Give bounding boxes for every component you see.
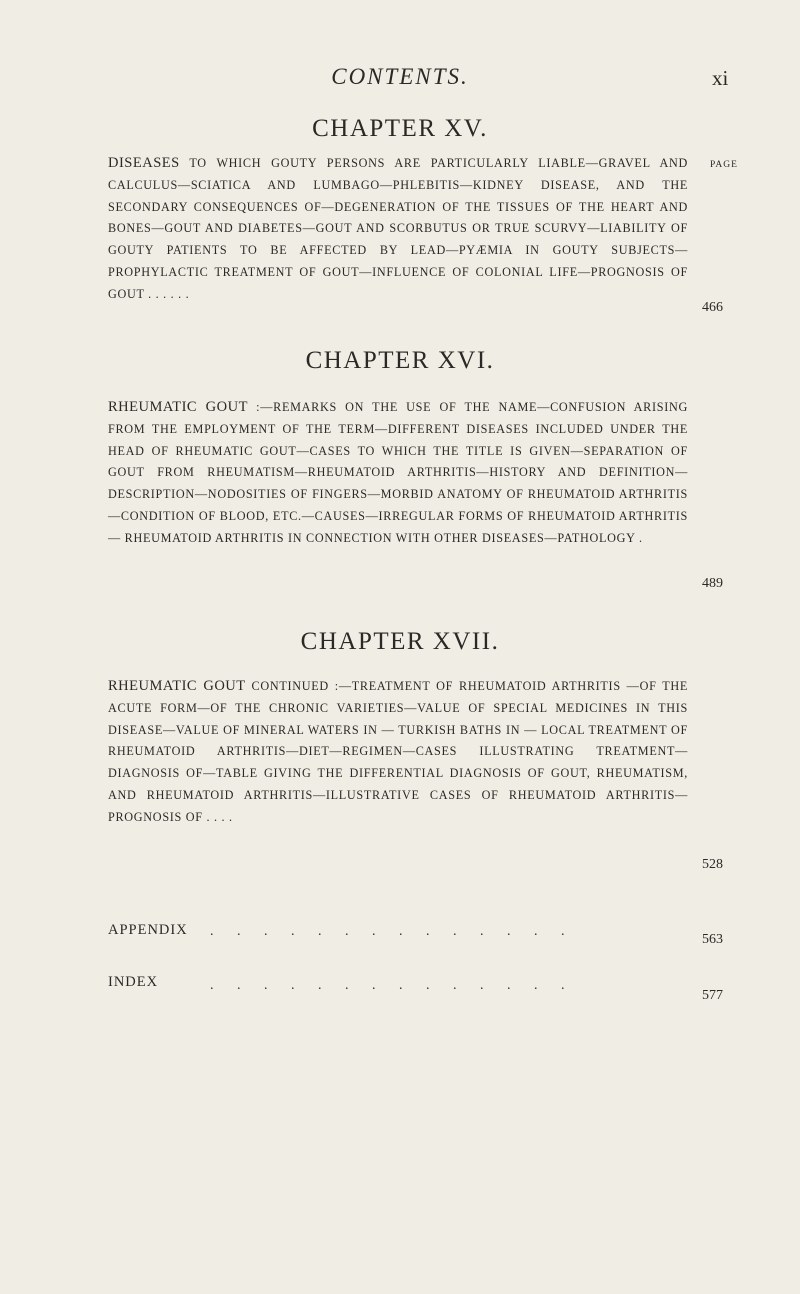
chapter-15-heading: CHAPTER XV. bbox=[312, 115, 488, 142]
chapter-15-lead: DISEASES bbox=[108, 155, 180, 171]
chapter-17-page: 528 bbox=[702, 857, 723, 872]
appendix-label: APPENDIX bbox=[108, 922, 188, 938]
index-label: INDEX bbox=[108, 974, 159, 990]
chapter-16-heading: CHAPTER XVI. bbox=[305, 347, 495, 374]
page-folio: xi bbox=[712, 66, 729, 90]
chapter-17-heading: CHAPTER XVII. bbox=[300, 628, 500, 655]
chapter-17-lead: RHEUMATIC GOUT bbox=[108, 678, 246, 694]
appendix-leader: . . . . . . . . . . . . . . bbox=[210, 924, 575, 939]
running-title: CONTENTS. bbox=[331, 64, 469, 89]
index-leader: . . . . . . . . . . . . . . bbox=[210, 978, 575, 993]
chapter-16-page: 489 bbox=[702, 576, 723, 591]
chapter-15-summary bbox=[108, 153, 688, 306]
appendix-page: 563 bbox=[702, 932, 723, 947]
chapter-17-text: CONTINUED :—TREATMENT OF RHEUMATOID ARTHRITIS —OF THE ACUTE FORM—OF THE CHRONIC VARIETIES—VALUE OF SPECIAL MEDICINES IN THIS DISEASE—VALUE OF MINERAL WATERS IN — TURKISH BATHS IN — LOCAL TREATMENT OF RHEUMATOID ARTHRITIS—DIET—REGIMEN—CASES ILLUSTRATING TREATMENT—DIAGNOSIS OF—TABLE GIVING THE DIFFERENTIAL DIAGNOSIS OF GOUT, RHEUMATISM, AND RHEUMATOID ARTHRITIS—ILLUSTRATIVE CASES OF RHEUMATOID ARTHRITIS—PROGNOSIS OF . . . . bbox=[108, 679, 688, 824]
chapter-15-page: 466 bbox=[702, 300, 723, 315]
chapter-16-text: :—REMARKS ON THE USE OF THE NAME—CONFUSION ARISING FROM THE EMPLOYMENT OF THE TERM—DIFFERENT DISEASES INCLUDED UNDER THE HEAD OF RHEUMATIC GOUT—CASES TO WHICH THE TITLE IS GIVEN—SEPARATION OF GOUT FROM RHEUMATISM—RHEUMATOID ARTHRITIS—HISTORY AND DEFINITION—DESCRIPTION—NODOSITIES OF FINGERS—MORBID ANATOMY OF RHEUMATOID ARTHRITIS—CONDITION OF BLOOD, ETC.—CAUSES—IRREGULAR FORMS OF RHEUMATOID ARTHRITIS — RHEUMATOID ARTHRITIS IN CONNECTION WITH OTHER DISEASES—PATHOLOGY . bbox=[108, 400, 688, 545]
chapter-16-summary bbox=[108, 397, 688, 550]
chapter-15-text: TO WHICH GOUTY PERSONS ARE PARTICULARLY LIABLE—GRAVEL AND CALCULUS—SCIATICA AND LUMBAGO—PHLEBITIS—KIDNEY DISEASE, AND THE SECONDARY CONSEQUENCES OF—DEGENERATION OF THE TISSUES OF THE HEART AND BONES—GOUT AND DIABETES—GOUT AND SCORBUTUS OR TRUE SCURVY—LIABILITY OF GOUTY PATIENTS TO BE AFFECTED BY LEAD—PYÆMIA IN GOUTY SUBJECTS—PROPHYLACTIC TREATMENT OF GOUT—INFLUENCE OF COLONIAL LIFE—PROGNOSIS OF GOUT . . . . . . bbox=[108, 156, 688, 301]
chapter-16-lead: RHEUMATIC GOUT bbox=[108, 399, 248, 415]
index-page: 577 bbox=[702, 988, 723, 1003]
page-column-label: PAGE bbox=[710, 160, 738, 170]
chapter-17-summary bbox=[108, 676, 688, 829]
